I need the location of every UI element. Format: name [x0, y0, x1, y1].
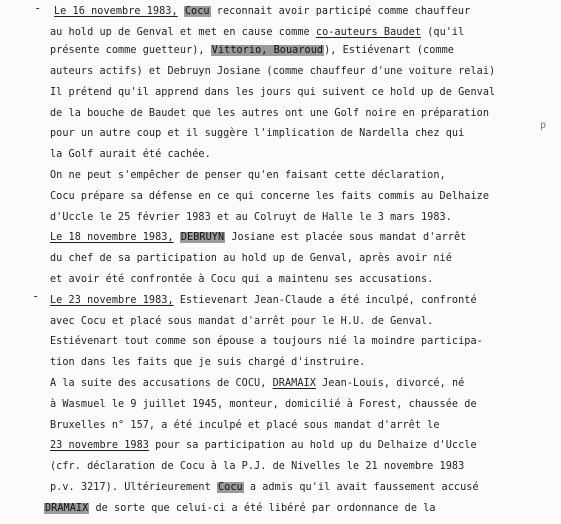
margin-dash-1: -: [34, 1, 42, 15]
text-segment: avec Cocu et placé sous mandat d'arrêt pour le H.U. de Genval.: [50, 316, 434, 327]
document-line: [50, 27, 464, 39]
document-line: [50, 128, 464, 140]
text-segment: et avoir été confrontée à Cocu qui a maintenu ses accusations.: [50, 274, 434, 285]
text-segment: pour un autre coup et il suggère l'implication de Nardella chez qui: [50, 128, 465, 139]
document-line: [50, 191, 489, 203]
document-line: [50, 149, 211, 161]
text-segment: Estiévenart tout comme son épouse a toujours nié la moindre participa-: [50, 336, 483, 347]
text-segment: Bruxelles n° 157, a été inculpé et placé sous mandat d'arrêt le: [50, 420, 440, 431]
text-segment: [174, 232, 180, 243]
text-segment: A la suite des accusations de COCU,: [50, 378, 273, 389]
underlined-text: 23 novembre 1983: [50, 440, 149, 451]
document-line: [50, 108, 489, 120]
document-line: [50, 212, 452, 224]
document-line: [50, 399, 477, 411]
text-segment: du chef de sa participation au hold up de Genval, après avoir nié: [50, 253, 452, 264]
text-segment: (cfr. déclaration de Cocu à la P.J. de Nivelles le 21 novembre 1983: [50, 461, 465, 472]
highlighted-name: Vittorio, Bouaroud: [211, 45, 324, 56]
document-line: [50, 232, 466, 244]
text-segment: pour sa participation au hold up du Delhaize d'Uccle: [148, 440, 477, 451]
text-segment: auteurs actifs) et Debruyn Josiane (comme chauffeur d'une voiture relai): [50, 66, 496, 77]
document-line: [50, 66, 495, 78]
document-line: [44, 503, 436, 515]
underlined-text: Le 16 novembre 1983,: [54, 6, 178, 17]
document-line: [50, 274, 433, 286]
document-line: [50, 461, 464, 473]
text-segment: présente comme guetteur),: [50, 45, 211, 56]
text-segment: reconnait avoir participé comme chauffeur: [210, 6, 471, 17]
text-segment: d'Uccle le 25 février 1983 et au Colruyt de Halle le 3 mars 1983.: [50, 212, 452, 223]
document-line: [50, 482, 479, 494]
underlined-text: Le 18 novembre 1983,: [50, 232, 174, 243]
document-line: [50, 357, 365, 369]
document-line: [50, 420, 440, 432]
document-line: [50, 253, 452, 265]
document-line: [50, 440, 477, 452]
document-line: [50, 45, 454, 57]
text-segment: tion dans les faits que je suis chargé d'instruire.: [50, 357, 366, 368]
text-segment: de la bouche de Baudet que les autres ont une Golf noire en préparation: [50, 108, 490, 119]
text-segment: la Golf aurait été cachée.: [50, 149, 211, 160]
document-line: [50, 378, 464, 390]
margin-dash-2: -: [32, 289, 40, 303]
text-segment: a admis qu'il avait faussement accusé: [243, 482, 479, 493]
underlined-text: co-auteurs Baudet: [315, 27, 422, 38]
document-line: [50, 295, 477, 307]
text-segment: Jean-Louis, divorcé, né: [315, 378, 465, 389]
underlined-text: Le 23 novembre 1983,: [50, 295, 174, 306]
text-segment: Estievenart Jean-Claude a été inculpé, confronté: [173, 295, 477, 306]
document-line: [50, 336, 483, 348]
text-segment: de sorte que celui-ci a été libéré par ordonnance de la: [89, 503, 436, 514]
highlighted-name: DRAMAIX: [45, 503, 89, 514]
text-segment: (qu'il: [421, 27, 465, 38]
text-segment: à Wasmuel le 9 juillet 1945, monteur, domicilié à Forest, chaussée de: [50, 399, 477, 410]
text-segment: p.v. 3217). Ultérieurement: [50, 482, 217, 493]
text-segment: [178, 6, 184, 17]
text-segment: Josiane est placée sous mandat d'arrêt: [225, 232, 467, 243]
text-segment: On ne peut s'empêcher de penser qu'en faisant cette déclaration,: [50, 170, 446, 181]
text-segment: Il prétend qu'il apprend dans les jours qui suivent ce hold up de Genval: [50, 87, 496, 98]
margin-mark-p: p: [540, 120, 547, 131]
highlighted-name: Cocu: [217, 482, 243, 493]
document-line: [50, 316, 433, 328]
text-segment: au hold up de Genval et met en cause comme: [50, 27, 316, 38]
document-line: [50, 87, 495, 99]
highlighted-name: Cocu: [184, 6, 210, 17]
text-segment: ), Estiévenart (comme: [324, 45, 454, 56]
underlined-text: DRAMAIX: [272, 378, 316, 389]
document-line: [50, 170, 446, 182]
highlighted-name: DEBRUYN: [180, 232, 225, 243]
document-line: [54, 6, 470, 18]
text-segment: Cocu prépare sa défense en ce qui concerne les faits commis au Delhaize: [50, 191, 490, 202]
